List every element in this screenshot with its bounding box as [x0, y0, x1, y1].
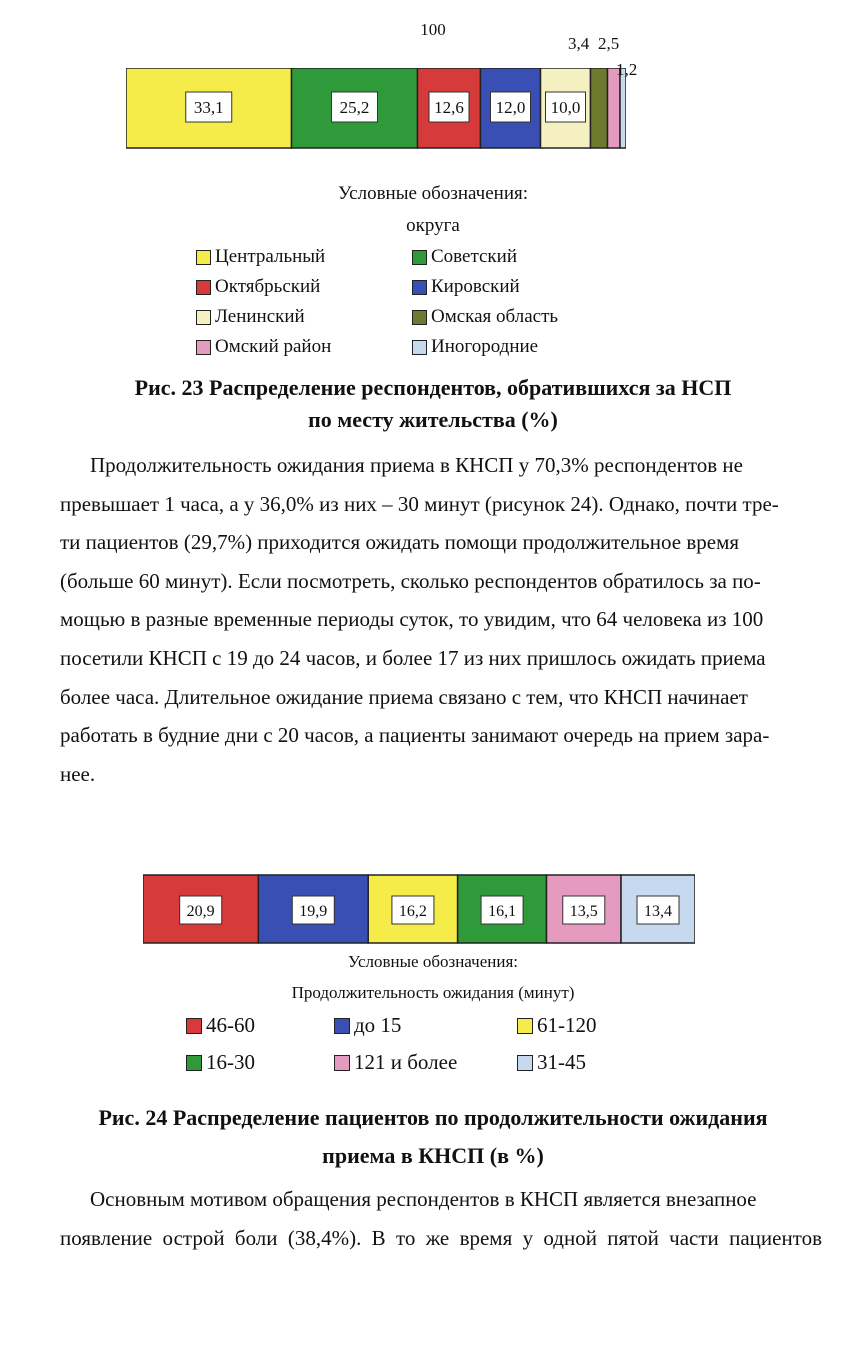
legend-label: Октябрьский	[215, 276, 321, 297]
paragraph-line: ти пациентов (29,7%) приходится ожидать помощи продолжительное время	[60, 530, 740, 555]
chart2-legend-subtitle: Продолжительность ожидания (минут)	[291, 983, 575, 1002]
chart2-legend-title: Условные обозначения:	[347, 952, 519, 971]
legend-item	[412, 336, 538, 358]
data-label: 12,0	[495, 98, 526, 117]
paragraph-line: превышает 1 часа, а у 36,0% из них – 30 минут (рисунок 24). Однако, почти тре-	[60, 491, 779, 516]
data-label: 25,2	[339, 98, 370, 117]
paragraph-line: более часа. Длительное ожидание приема связано с тем, что КНСП начинает	[60, 684, 748, 709]
chart-waiting-svg	[143, 874, 695, 944]
paragraph-line: нее.	[60, 761, 96, 786]
page-number: 100	[420, 20, 446, 39]
legend-item	[196, 246, 325, 268]
chart-residence	[126, 68, 626, 150]
legend-label: 31-45	[537, 1050, 586, 1074]
legend-swatch	[334, 1055, 350, 1071]
data-label: 19,9	[299, 903, 328, 920]
legend-swatch	[186, 1018, 202, 1034]
figure-23-caption-line1: Рис. 23 Распределение респондентов, обратившихся за НСП	[134, 375, 732, 400]
paragraph-line: Основным мотивом обращения респондентов в КНСП является внезапное	[90, 1187, 757, 1211]
data-label: 3,4	[568, 34, 590, 53]
data-label: 12,6	[434, 98, 464, 117]
chart1-legend-title: Условные обозначения:	[337, 183, 529, 204]
figure-24-caption-line1: Рис. 24 Распределение пациентов по продолжительности ожидания	[98, 1105, 768, 1130]
legend-label: Омский район	[215, 336, 332, 357]
legend-label: 61-120	[537, 1013, 597, 1037]
data-label: 2,5	[598, 34, 620, 53]
chart1-legend-subtitle: округа	[406, 215, 460, 236]
legend-label: Советский	[431, 246, 518, 267]
legend-swatch	[196, 250, 211, 265]
legend-item	[334, 1050, 457, 1075]
data-label: 16,1	[488, 903, 517, 920]
legend-label: Омская область	[431, 306, 559, 327]
legend-swatch	[412, 280, 427, 295]
paragraph-line: мощью в разные временные периоды суток, то увидим, что 64 человека из 100	[60, 607, 764, 632]
figure-24-caption-line2: приема в КНСП (в %)	[322, 1143, 544, 1168]
legend-swatch	[412, 250, 427, 265]
legend-item	[334, 1013, 401, 1038]
legend-swatch	[517, 1055, 533, 1071]
data-label: 33,1	[193, 98, 224, 117]
paragraph-line: (больше 60 минут). Если посмотреть, сколько респондентов обратилось за по-	[60, 568, 761, 593]
legend-item	[412, 306, 558, 328]
legend-label: Центральный	[215, 246, 326, 267]
legend-swatch	[196, 280, 211, 295]
legend-label: Иногородние	[431, 336, 539, 357]
data-label: 10,0	[550, 98, 581, 117]
legend-swatch	[334, 1018, 350, 1034]
legend-swatch	[186, 1055, 202, 1071]
legend-item	[412, 276, 520, 298]
legend-swatch	[412, 340, 427, 355]
legend-item	[412, 246, 517, 268]
paragraph-line: работать в будние дни с 20 часов, а пациенты занимают очередь на прием зара-	[60, 723, 770, 748]
data-label: 1,2	[616, 60, 638, 79]
data-label: 13,4	[644, 903, 673, 920]
legend-swatch	[517, 1018, 533, 1034]
chart-waiting	[143, 874, 695, 944]
bar-segment	[591, 68, 608, 148]
paragraph-line: посетили КНСП с 19 до 24 часов, и более 17 из них пришлось ожидать приема	[60, 645, 766, 670]
legend-item	[196, 336, 331, 358]
legend-label: 16-30	[206, 1050, 255, 1074]
legend-item	[186, 1050, 255, 1075]
legend-label: 121 и более	[354, 1050, 458, 1074]
bar-segment	[608, 68, 621, 148]
data-label: 20,9	[186, 903, 215, 920]
paragraph-line: появление острой боли (38,4%). В то же время у одной пятой части пациентов	[60, 1225, 822, 1250]
paragraph-motives	[60, 1180, 822, 1257]
bar-segment	[620, 68, 626, 148]
legend-item	[196, 276, 320, 298]
legend-item	[517, 1013, 597, 1038]
legend-swatch	[196, 310, 211, 325]
legend-item	[186, 1013, 255, 1038]
paragraph-line: Продолжительность ожидания приема в КНСП у 70,3% респондентов не	[90, 453, 743, 477]
legend-swatch	[412, 310, 427, 325]
legend-label: до 15	[354, 1013, 402, 1037]
legend-item	[196, 306, 305, 328]
legend-label: Кировский	[431, 276, 520, 297]
data-label: 13,5	[569, 903, 598, 920]
legend-label: Ленинский	[215, 306, 305, 327]
legend-swatch	[196, 340, 211, 355]
chart-residence-svg	[126, 68, 626, 150]
paragraph-waiting-time	[60, 446, 822, 793]
legend-item	[517, 1050, 586, 1075]
data-label: 16,2	[398, 903, 427, 920]
figure-23-caption-line2: по месту жительства (%)	[308, 407, 558, 432]
legend-label: 46-60	[206, 1013, 255, 1037]
